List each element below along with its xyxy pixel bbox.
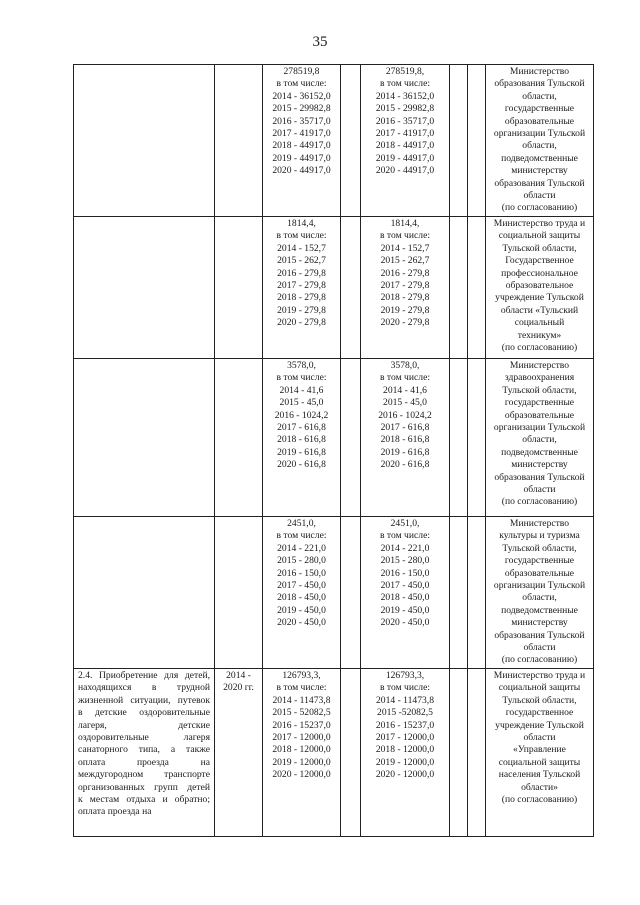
regional-funding-cell-line: 2018 - 616,8: [380, 434, 430, 446]
total-funding-cell-line: 2019 - 616,8: [277, 446, 326, 458]
regional-funding-cell-line: 2015 -52082,5: [377, 707, 433, 719]
executor-cell-line: учреждение Тульской: [495, 292, 584, 304]
executor-cell-line: области,: [522, 90, 557, 102]
executor-cell-line: образовательные: [504, 567, 575, 579]
table-row: [74, 217, 594, 359]
executor-cell-line: подведомственные: [501, 152, 578, 164]
activity-cell: [74, 217, 215, 359]
executor-cell-line: образовательное: [505, 280, 574, 292]
activity-cell-line: находящихся в трудной: [78, 682, 210, 694]
activity-cell: [74, 668, 215, 836]
total-funding-cell-line: 2017 - 616,8: [277, 422, 326, 434]
regional-funding-cell-line: 2015 - 262,7: [380, 255, 430, 267]
regional-funding-cell: [361, 65, 450, 217]
regional-funding-cell-line: 2018 - 12000,0: [375, 744, 435, 756]
executor-cell-line: (по согласованию): [501, 654, 578, 666]
total-funding-cell-line: 2015 - 280,0: [277, 555, 326, 567]
total-funding-cell-line: 2015 - 45,0: [279, 397, 324, 409]
executor-cell-line: Тульской области,: [502, 384, 577, 396]
regional-funding-cell-line: в том числе:: [379, 230, 430, 242]
executor-cell-line: Тульской области,: [502, 242, 577, 254]
total-funding-cell-line: 2014 - 221,0: [277, 542, 326, 554]
executor-cell-line: культуры и туризма: [499, 530, 580, 542]
term-cell: [215, 217, 263, 359]
executor-cell-line: техникум»: [517, 329, 562, 341]
executor-cell-line: социальной защиты: [498, 756, 581, 768]
total-funding-cell-line: в том числе:: [276, 230, 327, 242]
regional-funding-cell-line: 3578,0,: [390, 360, 420, 371]
regional-funding-cell-line: 126793,3,: [385, 669, 425, 681]
total-funding-cell-line: 2014 - 41,6: [279, 384, 324, 396]
regional-funding-cell-line: 2019 - 44917,0: [375, 152, 435, 164]
local-funding-cell: [450, 217, 468, 359]
total-funding-cell-line: 2014 - 11473,8: [272, 694, 331, 706]
total-funding-cell: [263, 65, 341, 217]
regional-funding-cell-line: 2014 - 152,7: [380, 242, 430, 254]
executor-cell-line: (по согласованию): [501, 496, 578, 508]
other-funding-cell: [468, 359, 486, 517]
executor-cell-line: организации Тульской: [493, 580, 586, 592]
total-funding-cell-line: 2016 - 1024,2: [274, 409, 329, 421]
other-funding-cell: [468, 217, 486, 359]
regional-funding-cell-line: 2015 - 29982,8: [375, 103, 435, 115]
regional-funding-cell-line: 2016 - 150,0: [380, 567, 430, 579]
other-funding-cell: [468, 517, 486, 669]
regional-funding-cell-line: 2015 - 45,0: [383, 397, 427, 409]
executor-cell-line: Министерство: [509, 518, 570, 529]
executor-cell-line: министерству: [511, 165, 568, 177]
term-cell: [215, 668, 263, 836]
total-funding-cell-line: 2017 - 12000,0: [272, 731, 331, 743]
executor-cell-line: области,: [522, 434, 557, 446]
executor-cell-line: населения Тульской: [498, 769, 581, 781]
executor-cell-line: государственные: [504, 103, 575, 115]
table-row: [74, 65, 594, 217]
activity-cell-line: оплата проезда на: [78, 756, 210, 768]
activity-cell-line: оплата проезда на: [78, 806, 152, 818]
term-cell-line: 2014 -: [226, 669, 251, 681]
executor-cell-line: государственные: [504, 397, 575, 409]
federal-funding-cell: [341, 359, 361, 517]
total-funding-cell-line: 2020 - 616,8: [277, 459, 326, 471]
regional-funding-cell-line: 2018 - 44917,0: [375, 140, 435, 152]
term-cell-line: 2020 гг.: [223, 682, 254, 694]
activity-cell: [74, 517, 215, 669]
total-funding-cell-line: 2020 - 450,0: [277, 617, 326, 629]
activity-cell-line: жизненной ситуации, путевок: [78, 694, 210, 706]
total-funding-cell-line: 2017 - 41917,0: [272, 128, 331, 140]
regional-funding-cell: [361, 668, 450, 836]
executor-cell-line: образования Тульской: [494, 629, 585, 641]
regional-funding-cell-line: 2015 - 280,0: [380, 555, 430, 567]
regional-funding-cell-line: 2020 - 450,0: [380, 617, 430, 629]
total-funding-cell-line: 2015 - 262,7: [277, 255, 326, 267]
executor-cell-line: Министерство труда и: [493, 218, 586, 229]
executor-cell-line: социальной защиты: [498, 230, 581, 242]
executor-cell-line: «Управление: [513, 744, 566, 756]
total-funding-cell-line: 2019 - 44917,0: [272, 152, 331, 164]
total-funding-cell-line: 2020 - 12000,0: [272, 769, 331, 781]
term-cell: [215, 65, 263, 217]
total-funding-cell-line: 2017 - 450,0: [277, 580, 326, 592]
executor-cell-line: профессиональное: [501, 267, 578, 279]
executor-cell-line: Министерство труда и: [493, 669, 586, 681]
other-funding-cell: [468, 668, 486, 836]
executor-cell-line: области: [523, 731, 556, 743]
regional-funding-cell-line: 2016 - 35717,0: [375, 115, 435, 127]
table-row: [74, 668, 594, 836]
total-funding-cell-line: 278519,8: [283, 66, 320, 77]
executor-cell-line: образования Тульской: [494, 471, 585, 483]
regional-funding-cell-line: в том числе:: [379, 682, 430, 694]
total-funding-cell-line: в том числе:: [276, 372, 327, 384]
executor-cell-line: Тульской области,: [502, 694, 577, 706]
regional-funding-cell-line: 2020 - 279,8: [380, 317, 430, 329]
activity-cell-line: лагеря, детские: [78, 719, 210, 731]
executor-cell-line: Государственное: [505, 255, 574, 267]
regional-funding-cell-line: 2014 - 221,0: [380, 542, 430, 554]
total-funding-cell-line: 2016 - 35717,0: [272, 115, 331, 127]
federal-funding-cell: [341, 517, 361, 669]
regional-funding-cell-line: 2019 - 450,0: [380, 604, 430, 616]
executor-cell-line: (по согласованию): [501, 342, 578, 354]
executor-cell-line: социальной защиты: [498, 682, 581, 694]
regional-funding-cell-line: 2016 - 279,8: [380, 267, 430, 279]
total-funding-cell-line: 1814,4,: [287, 218, 316, 229]
total-funding-cell: [263, 668, 341, 836]
executor-cell: [486, 359, 594, 517]
total-funding-cell-line: 2018 - 616,8: [277, 434, 326, 446]
executor-cell: [486, 517, 594, 669]
total-funding-cell-line: 2018 - 44917,0: [272, 140, 331, 152]
regional-funding-cell-line: 2451,0,: [390, 518, 420, 529]
program-table: [73, 64, 594, 837]
local-funding-cell: [450, 65, 468, 217]
regional-funding-cell-line: 278519,8,: [385, 66, 425, 77]
total-funding-cell-line: 2018 - 12000,0: [272, 744, 331, 756]
local-funding-cell: [450, 359, 468, 517]
regional-funding-cell-line: 2019 - 12000,0: [375, 756, 435, 768]
activity-cell-line: в детские оздоровительные: [78, 707, 210, 719]
regional-funding-cell-line: 2016 - 15237,0: [375, 719, 435, 731]
total-funding-cell-line: 2015 - 29982,8: [272, 103, 331, 115]
executor-cell-line: государственное: [505, 707, 574, 719]
activity-cell: [74, 359, 215, 517]
executor-cell-line: Министерство: [509, 66, 570, 77]
executor-cell-line: здравоохранения: [504, 372, 575, 384]
total-funding-cell-line: в том числе:: [276, 682, 327, 694]
total-funding-cell-line: 2018 - 279,8: [277, 292, 326, 304]
executor-cell: [486, 65, 594, 217]
executor-cell-line: области «Тульский: [500, 304, 579, 316]
federal-funding-cell: [341, 217, 361, 359]
table-body: [74, 65, 594, 837]
executor-cell-line: области,: [522, 592, 557, 604]
executor-cell-line: области: [523, 642, 556, 654]
executor-cell-line: министерству: [511, 617, 568, 629]
regional-funding-cell-line: в том числе:: [379, 372, 430, 384]
executor-cell-line: подведомственные: [501, 604, 578, 616]
executor-cell-line: образовательные: [504, 115, 575, 127]
executor-cell: [486, 217, 594, 359]
federal-funding-cell: [341, 65, 361, 217]
executor-cell-line: Тульской области,: [502, 542, 577, 554]
total-funding-cell: [263, 517, 341, 669]
executor-cell-line: (по согласованию): [501, 793, 578, 805]
executor-cell-line: организации Тульской: [493, 422, 586, 434]
total-funding-cell-line: 3578,0,: [287, 360, 316, 371]
regional-funding-cell-line: 2017 - 41917,0: [375, 128, 435, 140]
other-funding-cell: [468, 65, 486, 217]
regional-funding-cell-line: 2019 - 279,8: [380, 304, 430, 316]
regional-funding-cell-line: 2017 - 450,0: [380, 580, 430, 592]
executor-cell-line: государственные: [504, 555, 575, 567]
total-funding-cell-line: 2019 - 450,0: [277, 604, 326, 616]
total-funding-cell-line: 2451,0,: [287, 518, 316, 529]
executor-cell-line: образования Тульской: [494, 78, 585, 90]
regional-funding-cell: [361, 517, 450, 669]
total-funding-cell-line: 2014 - 36152,0: [272, 90, 331, 102]
executor-cell-line: области»: [521, 781, 558, 793]
activity-cell: [74, 65, 215, 217]
total-funding-cell-line: 2019 - 12000,0: [272, 756, 331, 768]
regional-funding-cell-line: 2017 - 12000,0: [375, 731, 435, 743]
total-funding-cell-line: 2016 - 15237,0: [272, 719, 331, 731]
local-funding-cell: [450, 668, 468, 836]
page-number: 35: [312, 34, 328, 50]
executor-cell-line: социальный: [514, 317, 565, 329]
total-funding-cell-line: 126793,3,: [282, 669, 321, 681]
regional-funding-cell: [361, 359, 450, 517]
activity-cell-line: организованных групп детей: [78, 781, 210, 793]
activity-cell-line: санаторного типа, а также: [78, 744, 210, 756]
executor-cell-line: организации Тульской: [493, 128, 586, 140]
executor-cell-line: области: [523, 190, 556, 202]
activity-cell-line: к местам отдыха и обратно;: [78, 793, 210, 805]
total-funding-cell: [263, 359, 341, 517]
total-funding-cell-line: в том числе:: [276, 530, 327, 542]
table-row: [74, 359, 594, 517]
total-funding-cell: [263, 217, 341, 359]
executor-cell-line: Министерство: [509, 360, 570, 371]
table-row: [74, 517, 594, 669]
total-funding-cell-line: в том числе:: [276, 78, 327, 90]
local-funding-cell: [450, 517, 468, 669]
term-cell: [215, 517, 263, 669]
regional-funding-cell-line: 2020 - 616,8: [380, 459, 430, 471]
total-funding-cell-line: 2020 - 279,8: [277, 317, 326, 329]
executor-cell-line: подведомственные: [501, 446, 578, 458]
activity-cell-line: 2.4. Приобретение для детей,: [78, 669, 210, 681]
regional-funding-cell-line: 2018 - 450,0: [380, 592, 430, 604]
executor-cell-line: министерству: [511, 459, 568, 471]
total-funding-cell-line: 2015 - 52082,5: [272, 707, 331, 719]
regional-funding-cell-line: 2019 - 616,8: [380, 446, 430, 458]
regional-funding-cell-line: 2016 - 1024,2: [378, 409, 432, 421]
regional-funding-cell-line: в том числе:: [379, 530, 430, 542]
regional-funding-cell-line: 2014 - 36152,0: [375, 90, 435, 102]
federal-funding-cell: [341, 668, 361, 836]
total-funding-cell-line: 2014 - 152,7: [277, 242, 326, 254]
regional-funding-cell-line: 1814,4,: [390, 218, 420, 229]
executor-cell-line: образовательные: [504, 409, 575, 421]
regional-funding-cell-line: 2017 - 616,8: [380, 422, 430, 434]
regional-funding-cell-line: 2018 - 279,8: [380, 292, 430, 304]
total-funding-cell-line: 2017 - 279,8: [277, 280, 326, 292]
executor-cell-line: (по согласованию): [501, 202, 578, 214]
executor-cell: [486, 668, 594, 836]
regional-funding-cell-line: 2017 - 279,8: [380, 280, 430, 292]
total-funding-cell-line: 2016 - 279,8: [277, 267, 326, 279]
regional-funding-cell: [361, 217, 450, 359]
activity-cell-line: междугородном транспорте: [78, 769, 210, 781]
regional-funding-cell-line: 2020 - 12000,0: [375, 769, 435, 781]
term-cell: [215, 359, 263, 517]
total-funding-cell-line: 2016 - 150,0: [277, 567, 326, 579]
total-funding-cell-line: 2018 - 450,0: [277, 592, 326, 604]
regional-funding-cell-line: 2014 - 11473,8: [375, 694, 434, 706]
total-funding-cell-line: 2019 - 279,8: [277, 304, 326, 316]
executor-cell-line: области: [523, 484, 556, 496]
executor-cell-line: учреждение Тульской: [495, 719, 584, 731]
executor-cell-line: области,: [522, 140, 557, 152]
activity-cell-line: оздоровительные лагеря: [78, 731, 210, 743]
regional-funding-cell-line: в том числе:: [379, 78, 430, 90]
regional-funding-cell-line: 2020 - 44917,0: [375, 165, 435, 177]
executor-cell-line: образования Тульской: [494, 177, 585, 189]
total-funding-cell-line: 2020 - 44917,0: [272, 165, 331, 177]
regional-funding-cell-line: 2014 - 41,6: [383, 384, 427, 396]
